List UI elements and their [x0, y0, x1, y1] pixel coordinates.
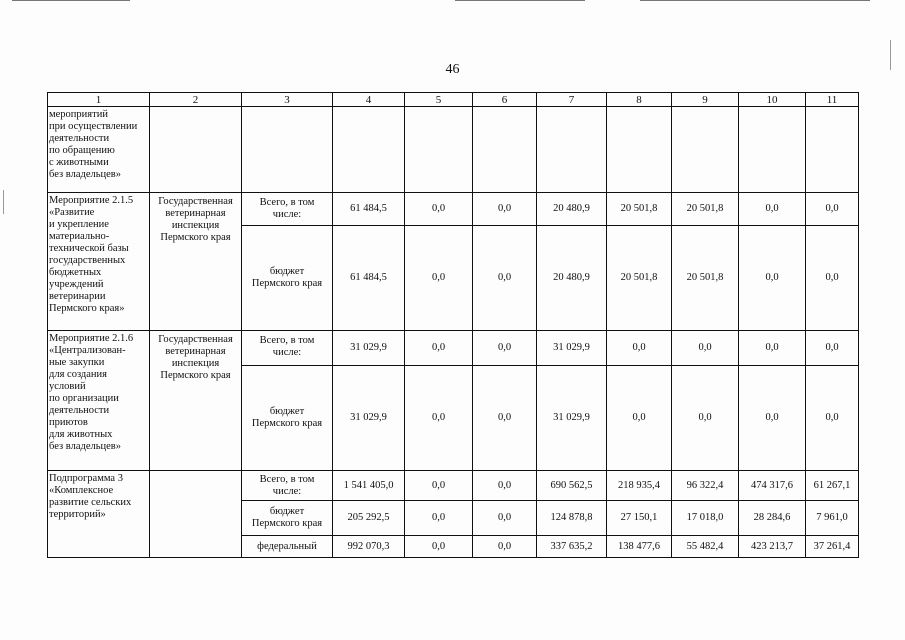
table-row — [48, 471, 859, 501]
value-cell: 28 284,6 — [739, 501, 806, 536]
value-cell: 0,0 — [806, 331, 859, 366]
value-cell: 0,0 — [739, 331, 806, 366]
funding-source: Всего, в том числе: — [242, 471, 333, 501]
executor: Государственная ветеринарная инспекция Пермского края — [150, 193, 242, 331]
value-cell: 0,0 — [473, 366, 537, 471]
funding-source: Всего, в том числе: — [242, 193, 333, 226]
value-cell: 1 541 405,0 — [333, 471, 405, 501]
column-number: 10 — [739, 93, 806, 107]
value-cell: 0,0 — [405, 226, 473, 331]
value-cell: 31 029,9 — [333, 331, 405, 366]
value-cell: 20 501,8 — [607, 226, 672, 331]
value-cell: 124 878,8 — [537, 501, 607, 536]
value-cell: 0,0 — [473, 536, 537, 558]
value-cell: 0,0 — [739, 226, 806, 331]
column-number: 6 — [473, 93, 537, 107]
value-cell: 0,0 — [739, 366, 806, 471]
funding-source: Всего, в том числе: — [242, 331, 333, 366]
value-cell: 61 267,1 — [806, 471, 859, 501]
value-cell: 0,0 — [405, 536, 473, 558]
measure-name: Мероприятие 2.1.5 «Развитие и укрепление материально- технической базы государственных бюджетных учреждений ветеринарии Пермского края» — [48, 193, 150, 331]
value-cell: 31 029,9 — [537, 331, 607, 366]
funding-source: бюджет Пермского края — [242, 501, 333, 536]
value-cell: 337 635,2 — [537, 536, 607, 558]
column-number: 8 — [607, 93, 672, 107]
value-cell: 423 213,7 — [739, 536, 806, 558]
value-cell: 0,0 — [405, 366, 473, 471]
value-cell: 31 029,9 — [537, 366, 607, 471]
value-cell: 138 477,6 — [607, 536, 672, 558]
column-number: 9 — [672, 93, 739, 107]
value-cell: 20 480,9 — [537, 193, 607, 226]
column-number: 4 — [333, 93, 405, 107]
scan-edge-mark — [3, 190, 4, 214]
table-row — [48, 331, 859, 366]
value-cell: 55 482,4 — [672, 536, 739, 558]
value-cell: 0,0 — [473, 471, 537, 501]
page-number: 46 — [445, 62, 460, 77]
executor — [150, 471, 242, 558]
funding-source: бюджет Пермского края — [242, 226, 333, 331]
value-cell: 0,0 — [672, 331, 739, 366]
measure-name: Подпрограмма 3 «Комплексное развитие сельских территорий» — [48, 471, 150, 558]
value-cell: 7 961,0 — [806, 501, 859, 536]
value-cell: 0,0 — [739, 193, 806, 226]
value-cell: 61 484,5 — [333, 226, 405, 331]
column-number: 11 — [806, 93, 859, 107]
measure-name: Мероприятие 2.1.6 «Централизован- ные закупки для создания условий по организации деятельности приютов для животных без владельцев» — [48, 331, 150, 471]
value-cell: 0,0 — [607, 366, 672, 471]
value-cell: 0,0 — [806, 226, 859, 331]
value-cell: 96 322,4 — [672, 471, 739, 501]
value-cell: 20 501,8 — [607, 193, 672, 226]
value-cell: 0,0 — [405, 331, 473, 366]
scan-edge-line — [640, 0, 870, 1]
value-cell: 61 484,5 — [333, 193, 405, 226]
value-cell: 20 480,9 — [537, 226, 607, 331]
budget-table — [47, 92, 859, 558]
value-cell: 0,0 — [806, 366, 859, 471]
funding-source: федеральный — [242, 536, 333, 558]
value-cell: 0,0 — [405, 501, 473, 536]
value-cell: 690 562,5 — [537, 471, 607, 501]
value-cell: 17 018,0 — [672, 501, 739, 536]
value-cell: 218 935,4 — [607, 471, 672, 501]
value-cell: 0,0 — [473, 331, 537, 366]
column-number-row — [48, 93, 859, 107]
column-number: 7 — [537, 93, 607, 107]
value-cell: 0,0 — [607, 331, 672, 366]
column-number: 5 — [405, 93, 473, 107]
value-cell: 27 150,1 — [607, 501, 672, 536]
column-number: 1 — [48, 93, 150, 107]
scan-edge-line — [12, 0, 130, 1]
table-row — [48, 193, 859, 226]
column-number: 3 — [242, 93, 333, 107]
measure-name: мероприятий при осуществлении деятельности по обращению с животными без владельцев» — [48, 107, 150, 193]
value-cell: 37 261,4 — [806, 536, 859, 558]
value-cell: 0,0 — [672, 366, 739, 471]
value-cell: 31 029,9 — [333, 366, 405, 471]
scan-edge-line — [455, 0, 585, 1]
funding-source: бюджет Пермского края — [242, 366, 333, 471]
value-cell: 205 292,5 — [333, 501, 405, 536]
value-cell: 0,0 — [806, 193, 859, 226]
value-cell: 20 501,8 — [672, 226, 739, 331]
value-cell: 0,0 — [405, 471, 473, 501]
value-cell: 992 070,3 — [333, 536, 405, 558]
value-cell: 0,0 — [473, 226, 537, 331]
value-cell: 20 501,8 — [672, 193, 739, 226]
value-cell: 474 317,6 — [739, 471, 806, 501]
value-cell: 0,0 — [473, 193, 537, 226]
value-cell: 0,0 — [405, 193, 473, 226]
executor: Государственная ветеринарная инспекция Пермского края — [150, 331, 242, 471]
continuation-row — [48, 107, 859, 193]
column-number: 2 — [150, 93, 242, 107]
value-cell: 0,0 — [473, 501, 537, 536]
